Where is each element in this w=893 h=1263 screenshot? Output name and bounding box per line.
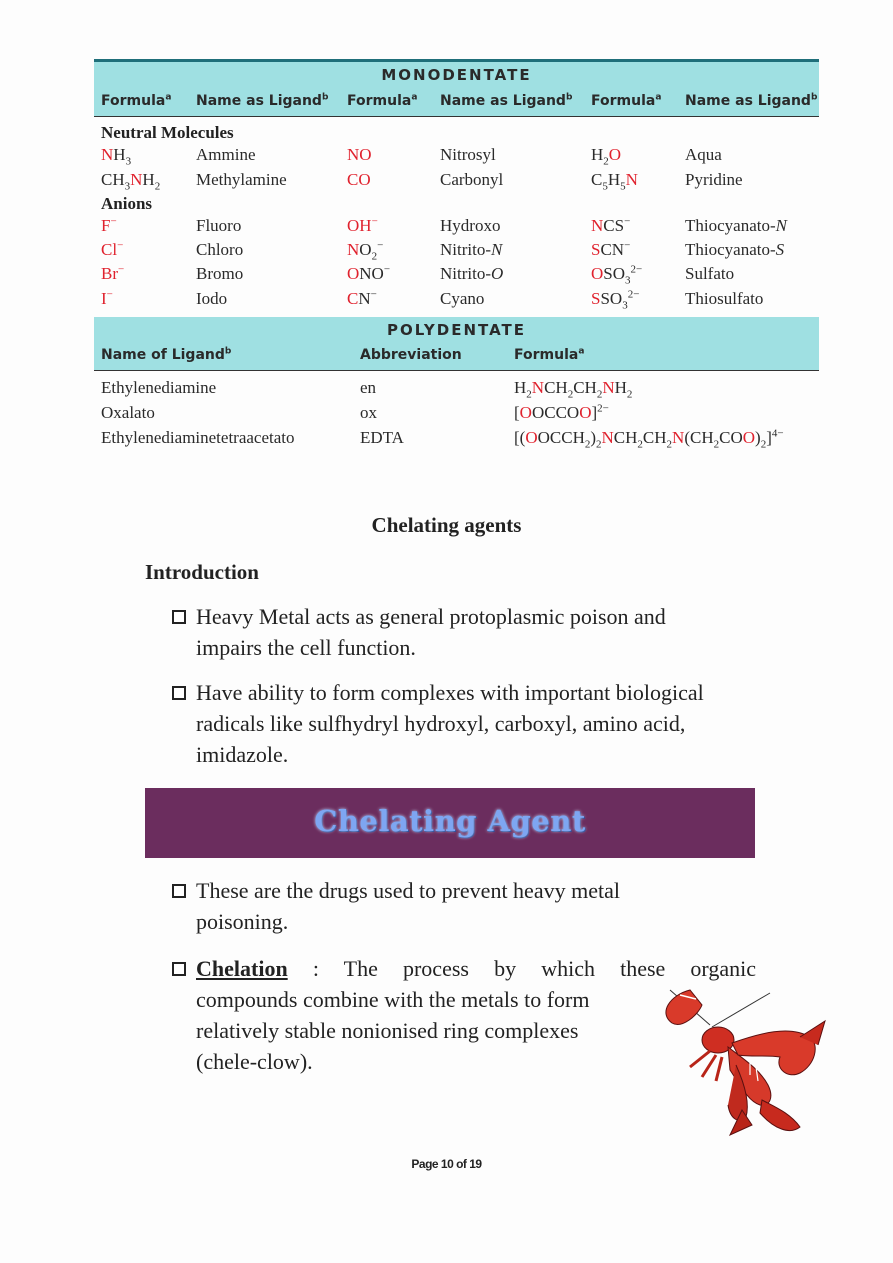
- poly-formula-en: $H_2NCH_2CH_2NH_2$: [514, 378, 633, 401]
- bullet-3-text: These are the drugs used to prevent heavy metal poisoning.: [196, 878, 620, 934]
- formula-oh: OH−: [347, 215, 378, 235]
- formula-br: Br−: [101, 263, 125, 283]
- col-name-2: Name as Ligand$^b$: [440, 92, 573, 109]
- formula-oso3: $OSO_3^{2-}$: [591, 263, 643, 287]
- bullet-2-box: [172, 686, 186, 700]
- name-aqua: Aqua: [685, 145, 722, 164]
- bullet-2-text: Have ability to form complexes with important biological radicals like sulfhydryl hydroxyl, carboxyl, amino acid, imidazole.: [196, 680, 704, 767]
- polydentate-title: POLYDENTATE: [386, 321, 527, 339]
- section-title: Chelating agents: [371, 513, 522, 537]
- chelation-term: Chelation: [196, 956, 288, 981]
- group-neutral-molecules: Neutral Molecules: [101, 123, 234, 142]
- name-bromo: Bromo: [196, 264, 244, 283]
- col-abbreviation: Abbreviation: [360, 347, 462, 363]
- name-chloro: Chloro: [196, 240, 244, 259]
- formula-sso3: $SSO_3^{2-}$: [591, 288, 640, 312]
- name-methylamine: Methylamine: [196, 170, 287, 189]
- poly-name-ox: Oxalato: [101, 403, 155, 422]
- name-fluoro: Fluoro: [196, 216, 242, 235]
- poly-abbr-edta: EDTA: [360, 428, 404, 447]
- poly-name-en: Ethylenediamine: [101, 378, 217, 397]
- bullet-1-text: Heavy Metal acts as general protoplasmic poison and impairs the cell function.: [196, 604, 666, 660]
- poly-abbr-ox: ox: [360, 403, 377, 422]
- name-nitrosyl: Nitrosyl: [440, 145, 496, 164]
- banner-title: Chelating Agent: [314, 804, 586, 838]
- formula-h2o: $H_2O$: [591, 145, 622, 168]
- col-name-1: Name as Ligand$^b$: [196, 92, 329, 109]
- col-name-3: Name as Ligand$^b$: [685, 92, 818, 109]
- name-carbonyl: Carbonyl: [440, 170, 504, 189]
- formula-scn: SCN−: [591, 239, 631, 259]
- name-nitrito-n: Nitrito-N: [440, 240, 503, 259]
- bullet-4-continued: compounds combine with the metals to form relatively stable nonionised ring complexes (chele-clow).: [196, 987, 590, 1074]
- name-ammine: Ammine: [196, 145, 256, 164]
- col-formula-1: Formula$^a$: [101, 92, 172, 109]
- poly-formula-ox: [OOCCOO]$^{2-}$: [514, 402, 609, 422]
- formula-no: NO: [347, 145, 372, 164]
- name-nitrito-o: Nitrito-O: [440, 264, 504, 283]
- group-anions: Anions: [101, 194, 153, 213]
- col-formula-3: Formula$^a$: [591, 92, 662, 109]
- formula-ch3nh2: $CH_3NH_2$: [101, 170, 161, 193]
- formula-co: CO: [347, 170, 371, 189]
- polydentate-header-rule: [94, 370, 819, 371]
- name-pyridine: Pyridine: [685, 170, 743, 189]
- name-hydroxo: Hydroxo: [440, 216, 501, 235]
- name-iodo: Iodo: [196, 289, 228, 308]
- col-formula-2: Formula$^a$: [347, 92, 418, 109]
- lobster-illustration: [650, 985, 830, 1145]
- formula-c5h5n: $C_5H_5N$: [591, 170, 638, 193]
- formula-ono: ONO−: [347, 263, 391, 283]
- col-formula-poly: Formula$^a$: [514, 346, 585, 363]
- bullet-1-box: [172, 610, 186, 624]
- page-footer: Page 10 of 19: [411, 1157, 482, 1171]
- formula-f: F−: [101, 215, 117, 235]
- monodentate-header-rule: [94, 116, 819, 117]
- col-name-of-ligand: Name of Ligand$^b$: [101, 346, 232, 363]
- intro-heading: Introduction: [145, 560, 259, 584]
- formula-i: I−: [101, 288, 113, 308]
- monodentate-title: MONODENTATE: [381, 66, 532, 84]
- formula-nh3: $NH_3$: [101, 145, 132, 168]
- poly-abbr-en: en: [360, 378, 377, 397]
- formula-no2: $NO_2^-$: [347, 239, 384, 263]
- name-thiocyanato-s: Thiocyanato-S: [685, 240, 785, 259]
- formula-cl: Cl−: [101, 239, 124, 259]
- name-sulfato: Sulfato: [685, 264, 735, 283]
- formula-ncs: NCS−: [591, 215, 631, 235]
- bullet-4-text: Chelation : The process by which these organic: [196, 956, 756, 981]
- bullet-3-box: [172, 884, 186, 898]
- name-thiosulfato: Thiosulfato: [685, 289, 764, 308]
- formula-cn: CN−: [347, 288, 377, 308]
- name-thiocyanato-n: Thiocyanato-N: [685, 216, 787, 235]
- poly-name-edta: Ethylenediaminetetraacetato: [101, 428, 295, 447]
- poly-formula-edta: $[(OOCCH_2)_2NCH_2CH_2N(CH_2COO)_2]^{4-}$: [514, 427, 784, 451]
- name-cyano: Cyano: [440, 289, 485, 308]
- bullet-4-box: [172, 962, 186, 976]
